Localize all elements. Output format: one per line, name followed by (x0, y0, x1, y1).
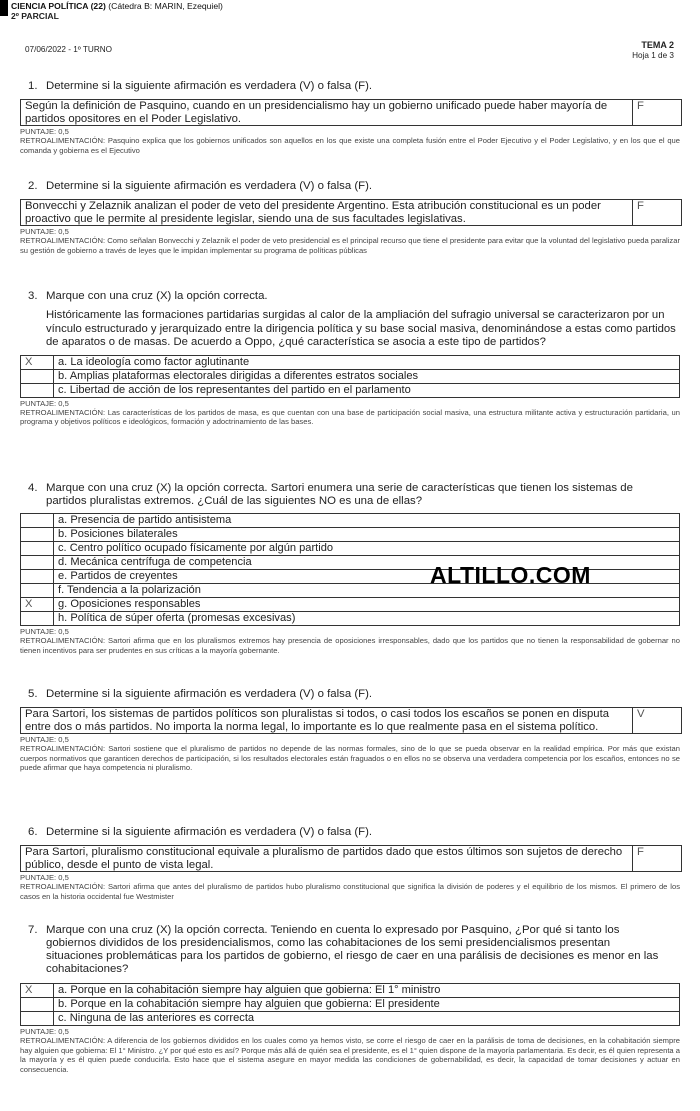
score: PUNTAJE: 0,5 (20, 127, 69, 136)
option-row[interactable] (21, 612, 680, 626)
answer-mark[interactable]: V (637, 708, 645, 720)
score: PUNTAJE: 0,5 (20, 627, 69, 636)
exam-date: 07/06/2022 - 1º TURNO (25, 45, 113, 54)
question-prompt: 4. Marque con una cruz (X) la opción correcta. Sartori enumera una serie de características que tienen los sistemas de partidos pluralistas extremos. ¿Cuál de las siguientes NO es una de ellas? (28, 482, 633, 507)
tema-label: TEMA 2 (641, 40, 674, 50)
option-row[interactable] (21, 598, 680, 612)
score: PUNTAJE: 0,5 (20, 227, 69, 236)
option-label: c. Libertad de acción de los representantes del partido en el parlamento (54, 383, 680, 397)
option-mark (21, 542, 54, 556)
option-label: f. Tendencia a la polarización (54, 584, 680, 598)
option-row[interactable] (21, 355, 680, 369)
option-label: b. Porque en la cohabitación siempre hay alguien que gobierna: El presidente (54, 998, 680, 1012)
score: PUNTAJE: 0,5 (20, 1027, 69, 1036)
option-row[interactable] (21, 998, 680, 1012)
option-row[interactable] (21, 528, 680, 542)
question-text: Históricamente las formaciones partidarias surgidas al calor de la ampliación del sufragio universal se caracterizaron por un vínculo estructurado y jerarquizado entre la dirigencia política y su base social masiva, denominándose a estas como partidos de aparatos o de masas. De acuerdo a Oppo, ¿qué característica se asocia a este tipo de partidos? (46, 309, 676, 348)
score: PUNTAJE: 0,5 (20, 735, 69, 744)
question-2 (20, 180, 680, 255)
option-label: b. Amplias plataformas electorales dirigidas a diferentes estratos sociales (54, 369, 680, 383)
question-1 (20, 80, 680, 155)
option-label: g. Oposiciones responsables (54, 598, 680, 612)
feedback: RETROALIMENTACIÓN: Pasquino explica que los gobiernos unificados son aquellos en los que existe una completa fusión entre el Poder Ejecutivo y el Poder Legislativo, y en los que el que comanda y gobierna es el Ejecutivo (20, 136, 680, 155)
option-mark (21, 528, 54, 542)
option-mark (21, 612, 54, 626)
question-5 (20, 688, 680, 773)
question-prompt: 5. Determine si la siguiente afirmación es verdadera (V) o falsa (F). (28, 688, 373, 700)
score: PUNTAJE: 0,5 (20, 398, 69, 408)
option-label: a. La ideología como factor aglutinante (54, 355, 680, 369)
answer-mark[interactable]: F (637, 100, 644, 112)
question-prompt: 6. Determine si la siguiente afirmación es verdadera (V) o falsa (F). (28, 826, 373, 838)
option-label: c. Centro político ocupado físicamente por algún partido (54, 542, 680, 556)
question-prompt: 2. Determine si la siguiente afirmación es verdadera (V) o falsa (F). (28, 180, 373, 192)
feedback: RETROALIMENTACIÓN: Sartori afirma que en los pluralismos extremos hay presencia de oposiciones irresponsables, dado que los partidos que no tienen la responsabilidad de gobernar no tienen incentivos para ser prudentes en sus críticas a la mayoría gobernante. (20, 636, 680, 655)
options-table (20, 355, 680, 398)
statement: Para Sartori, pluralismo constitucional equivale a pluralismo de partidos dado que estos últimos son sujetos de derecho público, desde el punto de vista legal. (21, 846, 633, 871)
question-prompt: 3. Marque con una cruz (X) la opción correcta. (28, 290, 268, 302)
score: PUNTAJE: 0,5 (20, 873, 69, 882)
option-mark (21, 556, 54, 570)
feedback: RETROALIMENTACIÓN: Sartori sostiene que el pluralismo de partidos no depende de las normas formales, sino de lo que se pueda observar en la realidad empírica. Por más que existan cuerpos normativos que garanticen derechos de participación, si los resultados electorales están fraguados o en ellos no se observa una verdadera competencia por los escaños, entonces no se puede afirmar que haya competencia ni pluralismo. (20, 744, 680, 773)
options-table (20, 983, 680, 1026)
option-mark (21, 584, 54, 598)
option-mark (21, 383, 54, 397)
answer-box (20, 845, 682, 872)
option-row[interactable] (21, 383, 680, 397)
option-row[interactable] (21, 1012, 680, 1026)
feedback: RETROALIMENTACIÓN: Sartori afirma que antes del pluralismo de partidos hubo pluralismo constitucional que significa la división de poderes y el equilibrio de los mismos. El primero de los casos en la historia occidental fue Westmister (20, 882, 680, 901)
statement: Bonvecchi y Zelaznik analizan el poder de veto del presidente Argentino. Esta atribución constitucional es un poder proactivo que le permite al presidente legislar, siendo una de sus facultades legislativas. (21, 200, 633, 225)
option-label: c. Ninguna de las anteriores es correcta (54, 1012, 680, 1026)
option-label: b. Posiciones bilaterales (54, 528, 680, 542)
answer-box (20, 199, 682, 226)
course-name: CIENCIA POLÍTICA (22) (11, 1, 106, 11)
option-mark: X (21, 984, 54, 998)
option-row[interactable] (21, 369, 680, 383)
option-row[interactable] (21, 984, 680, 998)
answer-mark[interactable]: F (637, 200, 644, 212)
option-mark (21, 570, 54, 584)
question-7 (20, 924, 680, 1074)
option-mark (21, 514, 54, 528)
option-row[interactable] (21, 542, 680, 556)
option-mark: X (21, 355, 54, 369)
option-label: e. Partidos de creyentes (54, 570, 680, 584)
option-label: h. Política de súper oferta (promesas excesivas) (54, 612, 680, 626)
header-black-block (0, 0, 8, 16)
feedback: RETROALIMENTACIÓN: Las características de los partidos de masa, es que cuentan con una base de participación social masiva, una estructura militante activa y estructuración partidaria, un programa y objetivos políticos e ideológicos, formación y adoctrinamiento de las bases. (20, 407, 680, 427)
exam-name: 2º PARCIAL (11, 11, 59, 21)
answer-mark[interactable]: F (637, 846, 644, 858)
option-row[interactable] (21, 514, 680, 528)
feedback: RETROALIMENTACIÓN: Como señalan Bonvecchi y Zelaznik el poder de veto presidencial es el principal recurso que tiene el presidente para evitar que la voluntad del legislativo pueda paralizar su gestión de gobierno a través de leyes que le impidan implementar su programa de políticas públicas (20, 236, 680, 255)
question-prompt: 7. Marque con una cruz (X) la opción correcta. Teniendo en cuenta lo expresado por Pasquino, ¿Por qué si tanto los gobiernos divididos de los presidencialismos, como las cohabitaciones de los semi presidencialismos presentan situaciones problemáticas para los partidos de gobierno, el riesgo de caer en una parálisis de decisiones es menor en las cohabitaciones? (28, 924, 659, 975)
option-mark: X (21, 598, 54, 612)
option-label: d. Mecánica centrífuga de competencia (54, 556, 680, 570)
option-label: a. Porque en la cohabitación siempre hay alguien que gobierna: El 1° ministro (54, 984, 680, 998)
course-title (11, 1, 223, 11)
answer-box (20, 99, 682, 126)
option-mark (21, 998, 54, 1012)
question-6 (20, 826, 680, 901)
watermark: ALTILLO.COM (430, 562, 591, 588)
course-chair: (Cátedra B: MARIN, Ezequiel) (108, 1, 223, 11)
page-counter: Hoja 1 de 3 (632, 51, 674, 60)
question-prompt: 1. Determine si la siguiente afirmación es verdadera (V) o falsa (F). (28, 80, 373, 92)
option-mark (21, 1012, 54, 1026)
statement: Según la definición de Pasquino, cuando en un presidencialismo hay un gobierno unificado puede haber mayoría de partidos opositores en el Poder Legislativo. (21, 100, 633, 125)
question-3 (20, 290, 680, 427)
option-mark (21, 369, 54, 383)
feedback: RETROALIMENTACIÓN: A diferencia de los gobiernos divididos en los cuales como ya hemos visto, se corre el riesgo de caer en la parálisis de toma de decisiones, en la cohabitación siempre hay alguien que gobierna: El 1° Ministro. ¿Y por qué esto es así? Porque más allá de quién sea el presidente, es el 1° quien dispone de la mayoría parlamentaria. Es decir, es él quien representa a la mayoría y es él quien puede conducirla. Esto hace que el sistema asegure en mayor medida las condiciones de gobernabilidad, es decir, la capacidad de tomar decisiones y actuar en consecuencia. (20, 1036, 680, 1074)
statement: Para Sartori, los sistemas de partidos políticos son pluralistas si todos, o casi todos los escaños se ponen en disputa entre dos o más partidos. No importa la norma legal, lo importante es lo que realmente pasa en el sistema político. (21, 708, 633, 733)
option-label: a. Presencia de partido antisistema (54, 514, 680, 528)
answer-box (20, 707, 682, 734)
